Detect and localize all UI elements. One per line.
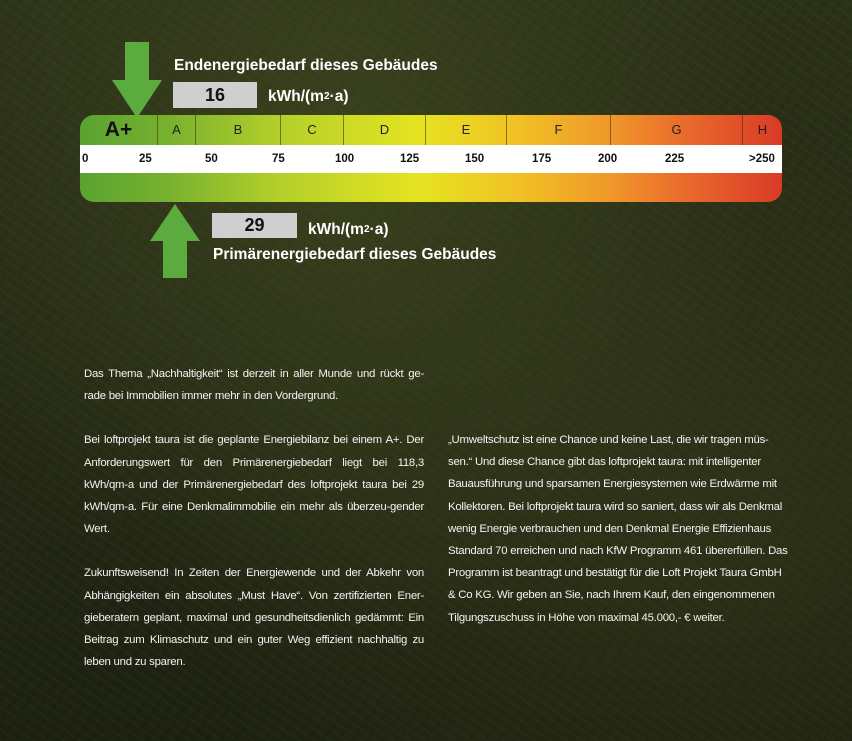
endenergie-heading: Endenergiebedarf dieses Gebäudes [174,57,438,74]
tick-label: 125 [400,153,420,165]
tick-label: 225 [665,153,685,165]
energy-class-g: G [611,115,743,145]
energy-class-b: B [196,115,281,145]
tick-label: 50 [205,153,218,165]
endenergie-arrow-icon [112,42,162,118]
energy-tick-row [80,145,782,173]
tick-label: 100 [335,153,355,165]
tick-label: 175 [532,153,552,165]
text-column-right [448,429,788,629]
tick-label: 75 [272,153,285,165]
endenergie-value: 16 [173,82,257,108]
tick-label: >250 [749,153,775,165]
energy-class-f: F [507,115,611,145]
endenergie-unit: kWh/$(m^2\cdot a)$ [268,88,349,105]
text-column-left [84,363,424,673]
primaerenergie-arrow-icon [150,204,200,278]
paragraph: „Umweltschutz ist eine Chance und keine Last, die wir tragen müs-sen.“ Und diese Chance gibt das loftprojekt taura: mit intelligenter Bauausführung und sparsamen Energiesystemen wie Erdwärme mit Kollektoren. Bei loftprojekt taura wird so saniert, dass wir als Denkmal wenig Energie verbrauchen und den Denkmal Energie Effizienhaus Standard 70 erreichen und nach KfW Programm 461 übererfüllen. Das Programm ist beantragt und bestätigt für die Loft Projekt Taura GmbH & Co KG. Wir geben an Sie, nach Ihrem Kauf, den eingenommenen Tilgungszuschuss in Höhe von maximal 45.000,- € weiter. [448,434,788,624]
primaerenergie-unit: kWh/$(m^2\cdot a)$ [308,221,389,238]
energy-class-a: A [158,115,196,145]
tick-label: 200 [598,153,618,165]
energy-class-e: E [426,115,507,145]
primaerenergie-heading: Primärenergiebedarf dieses Gebäudes [213,246,497,263]
energy-scale-bar [80,115,782,202]
paragraph: Zukunftsweisend! In Zeiten der Energiewende und der Abkehr von Abhängigkeiten ein absolutes „Must Have“. Von zertifizierten Ener-gieberatern geplant, maximal und gesundheitsdienlich gedämmt: Ein Beitrag zum Klimaschutz und ein guter Weg effizient nachhaltig zu leben und zu sparen. [84,567,424,669]
energy-class-row [80,115,782,145]
primaerenergie-value: 29 [212,213,297,238]
tick-label: 150 [465,153,485,165]
energy-class-d: D [344,115,426,145]
energy-class-c: C [281,115,344,145]
tick-label: 0 [82,153,89,165]
paragraph: Bei loftprojekt taura ist die geplante Energiebilanz bei einem A+. Der Anforderungswert für den Primärenergiebedarf liegt bei 118,3 kWh/qm-a und der Primärenergiebedarf des loftprojekt taura bei 29 kWh/qm-a. Für eine Denkmalimmobilie ein mehr als überzeu-gender Wert. [84,434,424,536]
energy-class-h: H [757,122,768,137]
energy-class-a-plus: A+ [80,115,158,145]
paragraph: Das Thema „Nachhaltigkeit“ ist derzeit in aller Munde und rückt ge-rade bei Immobilien immer mehr in den Vordergrund. [84,368,424,403]
energy-gradient-row [80,173,782,202]
tick-label: 25 [139,153,152,165]
